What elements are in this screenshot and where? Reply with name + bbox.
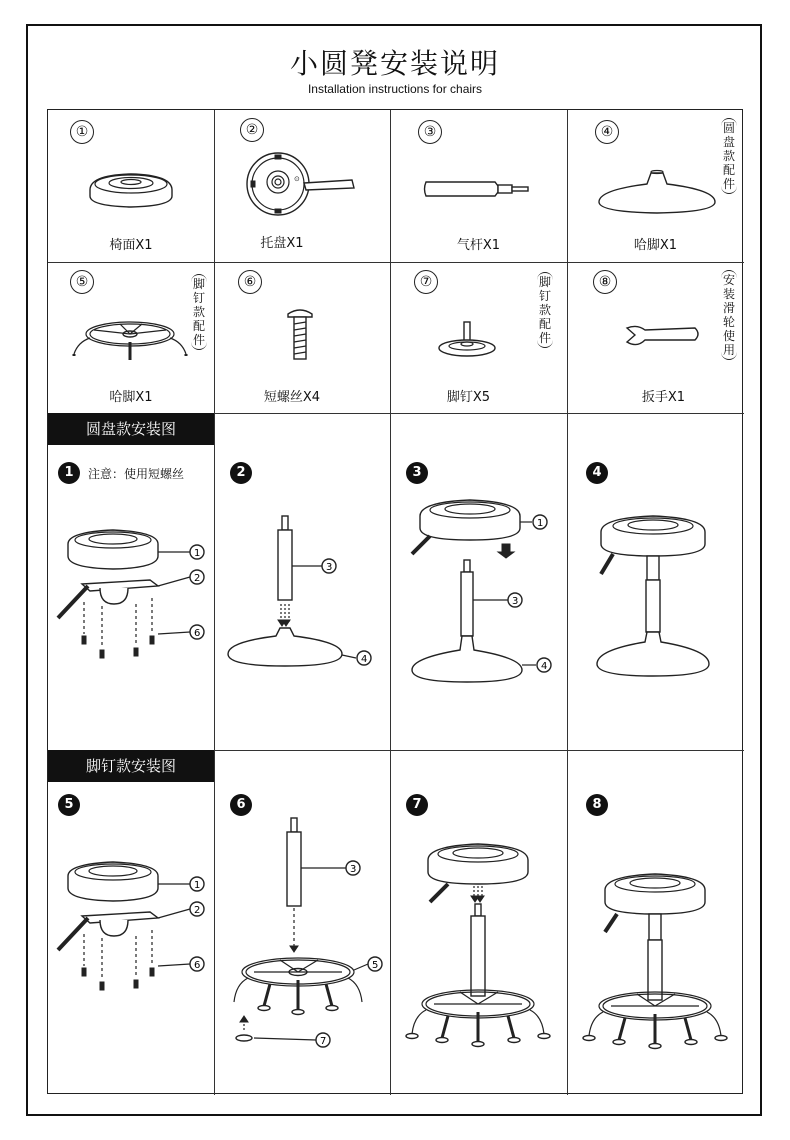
callout-1: 1	[194, 548, 201, 559]
callout-1: 1	[537, 518, 544, 529]
step-badge: 2	[230, 462, 252, 484]
step2-illustration	[214, 500, 390, 700]
section-title-pin: 脚钉款安装图	[48, 750, 214, 782]
part-label: 扳手X1	[641, 390, 686, 405]
callout-7: 7	[320, 1036, 327, 1047]
callout-6: 6	[194, 960, 201, 971]
part-label: 哈脚X1	[633, 238, 678, 253]
part-number: ④	[595, 120, 619, 144]
callout-2: 2	[194, 573, 201, 584]
step-badge: 1	[58, 462, 80, 484]
page-title: 小圆凳安装说明	[289, 47, 500, 80]
callout-1: 1	[194, 880, 201, 891]
part-number: ⑦	[414, 270, 438, 294]
part-label: 短螺丝X4	[263, 390, 321, 405]
step-badge: 6	[230, 794, 252, 816]
step-badge: 8	[586, 794, 608, 816]
callout-4: 4	[361, 654, 368, 665]
step4-illustration	[567, 510, 744, 710]
step6-callouts	[214, 810, 390, 1060]
step8-illustration	[567, 870, 744, 1070]
step5-illustration	[48, 862, 214, 1012]
part-label: 脚钉X5	[446, 390, 491, 405]
callout-6: 6	[194, 628, 201, 639]
part-ring-base	[48, 262, 214, 412]
part-label: 椅面X1	[109, 238, 153, 253]
step1-illustration	[48, 530, 214, 680]
part-number: ①	[70, 120, 94, 144]
step-badge: 5	[58, 794, 80, 816]
callout-4: 4	[541, 661, 548, 672]
step7-illustration	[390, 840, 567, 1060]
callout-3: 3	[326, 562, 333, 573]
part-short-screw	[214, 262, 390, 412]
page-subtitle: Installation instructions for chairs	[307, 82, 483, 96]
part-label: 哈脚X1	[109, 390, 153, 405]
callout-3: 3	[350, 864, 357, 875]
part-gas-lift	[390, 110, 567, 260]
side-note: 脚钉款配件	[191, 274, 207, 350]
instruction-grid	[47, 109, 743, 1094]
step-badge: 4	[586, 462, 608, 484]
callout-3: 3	[512, 596, 519, 607]
part-number: ②	[240, 118, 264, 142]
step3-illustration	[390, 500, 567, 700]
side-note: 安装滑轮使用	[721, 270, 737, 360]
part-seat	[48, 110, 214, 260]
part-number: ⑥	[238, 270, 262, 294]
part-label: 气杆X1	[456, 238, 501, 253]
callout-2: 2	[194, 905, 201, 916]
step-badge: 3	[406, 462, 428, 484]
svg-text:⊙: ⊙	[294, 175, 300, 183]
part-disc-base	[567, 110, 744, 260]
part-tray	[214, 110, 390, 260]
section-title-disc: 圆盘款安装图	[48, 413, 214, 445]
part-foot-pin	[390, 262, 567, 412]
part-number: ③	[418, 120, 442, 144]
step-badge: 7	[406, 794, 428, 816]
part-number: ⑧	[593, 270, 617, 294]
callout-5: 5	[372, 960, 379, 971]
side-note: 圆盘款配件	[721, 118, 737, 194]
side-note: 脚钉款配件	[537, 272, 553, 348]
part-wrench	[567, 262, 744, 412]
part-number: ⑤	[70, 270, 94, 294]
part-label: 托盘X1	[260, 236, 304, 251]
step-note: 注意：使用短螺丝	[88, 467, 185, 481]
